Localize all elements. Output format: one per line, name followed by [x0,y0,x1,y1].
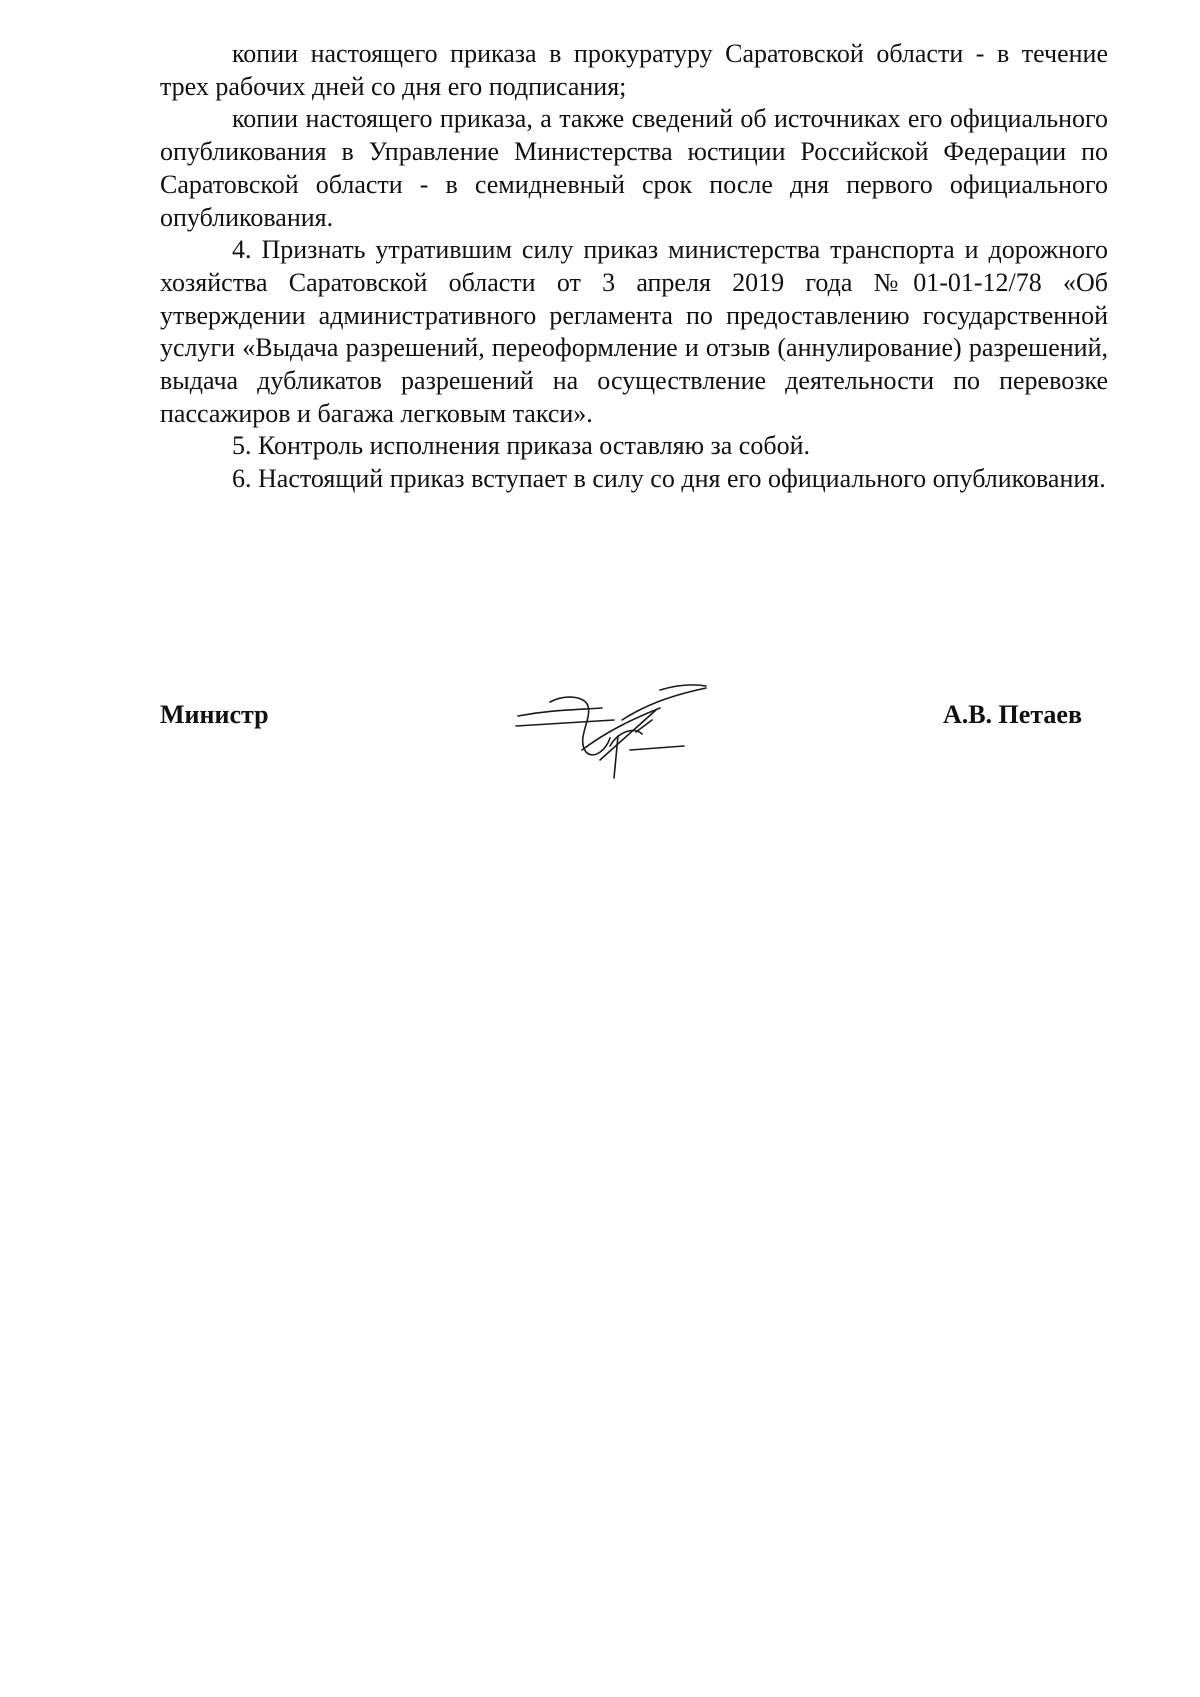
handwritten-signature [510,680,710,790]
signature-block [160,680,1100,790]
paragraph-item-5: 5. Контроль исполнения приказа оставляю за собой. [232,431,810,461]
signatory-position: Министр [160,700,269,729]
document-body [160,38,1108,496]
paragraph-prosecutor-copy: копии настоящего приказа в прокуратуру Саратовской области - в течение трех рабочих дней со дня его подписания; [160,39,1108,101]
paragraph-item-6: 6. Настоящий приказ вступает в силу со дня его официального опубликования. [232,464,1106,494]
paragraph-item-4: 4. Признать утратившим силу приказ министерства транспорта и дорожного хозяйства Саратовской области от 3 апреля 2019 года №01-01-12/78 «Об утверждении административного регламента по предоставлению государственной услуги «Выдача разрешений, переоформление и отзыв (аннулирование) разрешений, выдача дубликатов разрешений на осуществление деятельности по перевозке пассажиров и багажа легковым такси». [160,235,1108,428]
signatory-name: А.В. Петаев [942,700,1082,729]
paragraph-justice-ministry-copy: копии настоящего приказа, а также сведений об источниках его официального опубликования в Управление Министерства юстиции Российской Федерации по Саратовской области - в семидневный срок после дня первого официального опубликования. [160,104,1108,232]
